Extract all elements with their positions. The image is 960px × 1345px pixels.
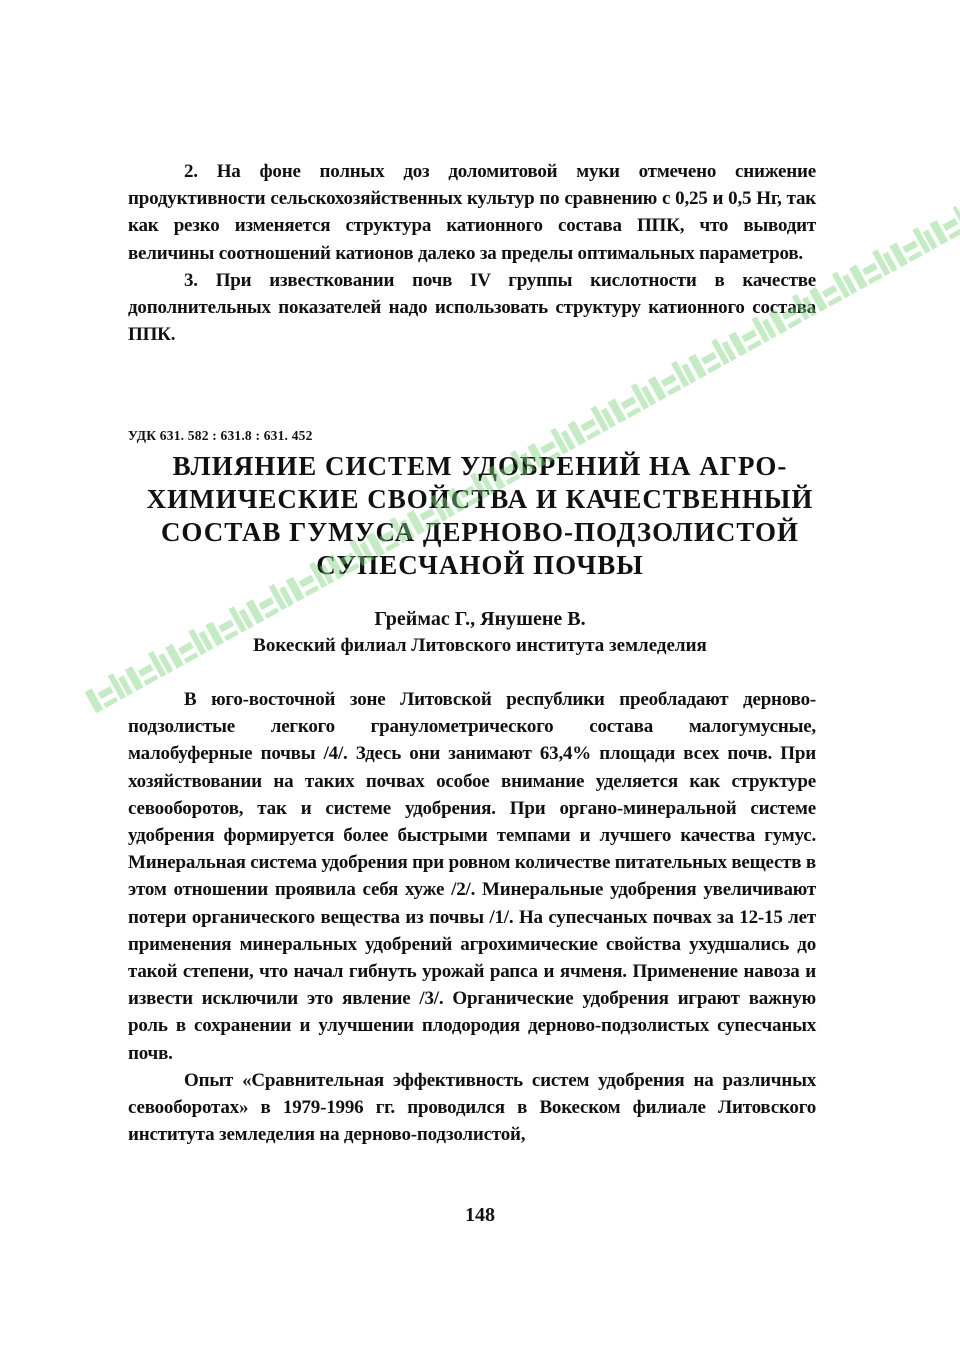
authors: Греймас Г., Янушене В. bbox=[374, 608, 586, 630]
intro-paragraph-3: 3. При известковании почв IV группы кислотности в качестве дополнительных показателей надо использовать структуру катионного состава ППК. bbox=[128, 269, 816, 346]
title-line: СУПЕСЧАНОЙ ПОЧВЫ bbox=[316, 550, 644, 580]
title-line: СОСТАВ ГУМУСА ДЕРНОВО-ПОДЗОЛИСТОЙ bbox=[160, 517, 800, 547]
affiliation: Вокеский филиал Литовского института земледелия bbox=[253, 635, 707, 656]
body-paragraph: В юго-восточной зоне Литовской республики преобладают дерново-подзолистые легкого гранулометрического состава малогумусные, малобуферные почвы /4/. Здесь они занимают 63,4% площади всех почв. При хозяйствовании на таких почвах особое внимание уделяется как структуре севооборотов, так и системе удобрения. При органо-минеральной системе удобрения формируется более быстрыми темпами и лучшего качества гумус. Минеральная система удобрения при ровном количестве питательных веществ в этом отношении проявила себя хуже /2/. Минеральные удобрения увеличивают потери органического вещества из почвы /1/. На супесчаных почвах за 12-15 лет применения минеральных удобрений агрохимические свойства ухудшались до такой степени, что начал гибнуть урожай рапса и ячменя. Применение навоза и извести исключили это явление /3/. Органические удобрения играют важную роль в сохранении и улучшении плодородия дерново-подзолистых супесчаных почв. bbox=[128, 689, 816, 1064]
title-line: ВЛИЯНИЕ СИСТЕМ УДОБРЕНИЙ НА АГРО- bbox=[172, 451, 788, 481]
title-line: ХИМИЧЕСКИЕ СВОЙСТВА И КАЧЕСТВЕННЫЙ bbox=[146, 484, 814, 514]
udk-code: УДК 631. 582 : 631.8 : 631. 452 bbox=[128, 428, 313, 443]
page-number: 148 bbox=[465, 1204, 495, 1226]
intro-text bbox=[128, 158, 816, 348]
article-body bbox=[128, 686, 816, 1148]
body-paragraph: Опыт «Сравнительная эффективность систем удобрения на различных севооборотах» в 1979-1996 гг. проводился в Вокеском филиале Литовского института земледелия на дерново-подзолистой, bbox=[128, 1069, 816, 1146]
article-title bbox=[120, 450, 840, 582]
intro-paragraph-2: 2. На фоне полных доз доломитовой муки отмечено снижение продуктивности сельскохозяйственных культур по сравнению с 0,25 и 0,5 Нг, так как резко изменяется структура катионного состава ППК, что выводит величины соотношений катионов далеко за пределы оптимальных параметров. bbox=[128, 161, 816, 264]
